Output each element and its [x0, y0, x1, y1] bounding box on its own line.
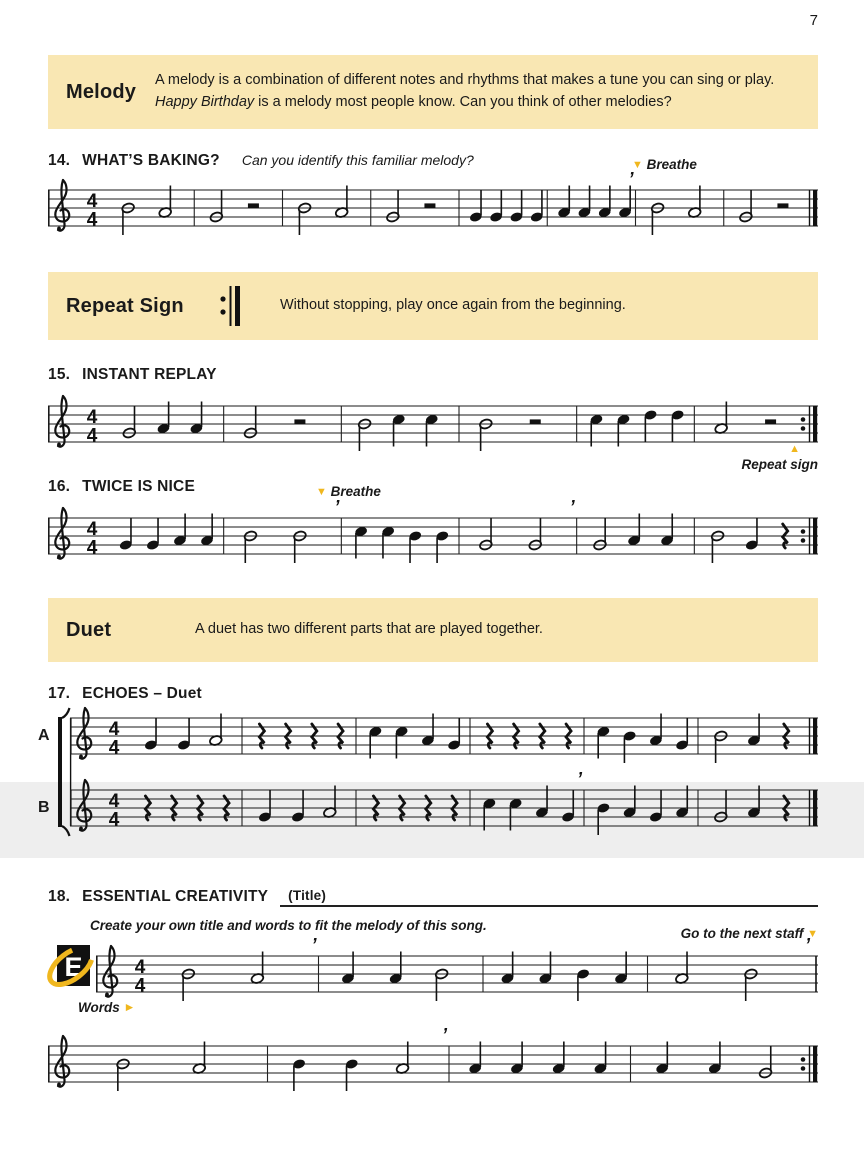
words-arrow-icon: ► — [123, 1000, 136, 1014]
svg-text:’: ’ — [311, 935, 317, 955]
exercise-17-number: 17. — [48, 685, 71, 702]
duet-part-a-label: A — [38, 727, 50, 744]
exercise-18-number: 18. — [48, 888, 71, 905]
title-write-in-line — [280, 888, 818, 907]
duet-definition-box — [48, 598, 818, 662]
exercise-14-heading — [48, 152, 474, 170]
words-label: Words — [78, 1000, 120, 1015]
melody-definition-text — [155, 70, 775, 114]
repeat-sign-annotation-label: Repeat sign — [741, 457, 818, 472]
svg-text:4: 4 — [108, 737, 120, 759]
exercise-15-heading — [48, 366, 217, 384]
repeat-sign-annotation — [741, 444, 818, 472]
exercise-16-title: TWICE IS NICE — [82, 478, 195, 495]
svg-text:4: 4 — [86, 425, 98, 447]
staff-exercise-17-part-a — [70, 700, 818, 774]
essential-creativity-icon — [50, 940, 96, 992]
staff-exercise-17-part-b — [70, 769, 818, 846]
breathe-annotation-14 — [632, 157, 697, 172]
svg-text:4: 4 — [86, 537, 98, 559]
svg-text:4: 4 — [134, 975, 146, 997]
exercise-15-number: 15. — [48, 366, 71, 383]
repeat-sign-triangle-icon: ▲ — [789, 443, 800, 455]
svg-text:4: 4 — [86, 519, 98, 540]
system-bracket — [50, 700, 72, 852]
exercise-16-number: 16. — [48, 478, 71, 495]
repeat-sign-symbol — [218, 284, 242, 328]
repeat-sign-definition-text: Without stopping, play once again from the beginning. — [280, 297, 626, 314]
exercise-18-instruction: Create your own title and words to fit the melody of this song. — [90, 918, 487, 933]
staff-exercise-16 — [48, 497, 818, 574]
svg-text:’: ’ — [441, 1025, 447, 1045]
melody-term: Melody — [66, 80, 137, 103]
duet-term: Duet — [66, 618, 112, 641]
page-number: 7 — [809, 12, 818, 29]
breathe-label: Breathe — [646, 157, 697, 172]
exercise-17-title: ECHOES – Duet — [82, 685, 202, 702]
melody-definition-box — [48, 55, 818, 129]
svg-text:’: ’ — [334, 497, 340, 517]
duet-part-b-label: B — [38, 799, 50, 816]
breathe-triangle-icon: ▼ — [632, 159, 643, 171]
ee-logo-letter: E — [64, 952, 83, 982]
staff-exercise-15 — [48, 388, 818, 462]
exercise-14-subtitle: Can you identify this familiar melody? — [241, 152, 474, 168]
words-annotation — [78, 1000, 135, 1015]
svg-text:4: 4 — [108, 809, 120, 831]
svg-text:’: ’ — [569, 497, 575, 517]
svg-text:4: 4 — [108, 719, 120, 740]
svg-text:4: 4 — [86, 209, 98, 231]
goto-next-staff-label: Go to the next staff — [680, 926, 804, 941]
svg-text:4: 4 — [86, 191, 98, 212]
staff-exercise-14 — [48, 169, 818, 246]
svg-text:4: 4 — [86, 407, 98, 428]
breathe-annotation-16 — [316, 484, 381, 499]
svg-text:4: 4 — [108, 791, 120, 812]
exercise-18-title-suffix: (Title) — [288, 888, 327, 903]
exercise-16-heading — [48, 478, 195, 496]
svg-text:’: ’ — [628, 169, 634, 189]
goto-triangle-icon: ▼ — [807, 928, 818, 940]
svg-text:4: 4 — [134, 957, 146, 978]
breathe-triangle-icon: ▼ — [316, 486, 327, 498]
melody-text-after: is a melody most people know. Can you think of other melodies? — [254, 94, 672, 110]
exercise-15-title: INSTANT REPLAY — [82, 366, 217, 383]
repeat-sign-definition-box — [48, 272, 818, 340]
exercise-18-heading — [48, 888, 818, 907]
repeat-sign-term: Repeat Sign — [66, 294, 184, 317]
svg-text:’: ’ — [804, 935, 810, 955]
svg-text:’: ’ — [576, 769, 582, 789]
breathe-label: Breathe — [330, 484, 381, 499]
exercise-18-title: ESSENTIAL CREATIVITY — [82, 888, 269, 905]
melody-text-before: A melody is a combination of different notes and rhythms that makes a tune you can sing or play. — [155, 72, 775, 89]
exercise-14-number: 14. — [48, 152, 71, 169]
exercise-14-title: WHAT’S BAKING? — [82, 152, 220, 169]
staff-exercise-18-line-1 — [96, 935, 818, 1012]
duet-definition-text: A duet has two different parts that are played together. — [195, 621, 543, 638]
melody-text-italic: Happy Birthday — [155, 94, 255, 110]
staff-exercise-18-line-2 — [48, 1025, 818, 1102]
